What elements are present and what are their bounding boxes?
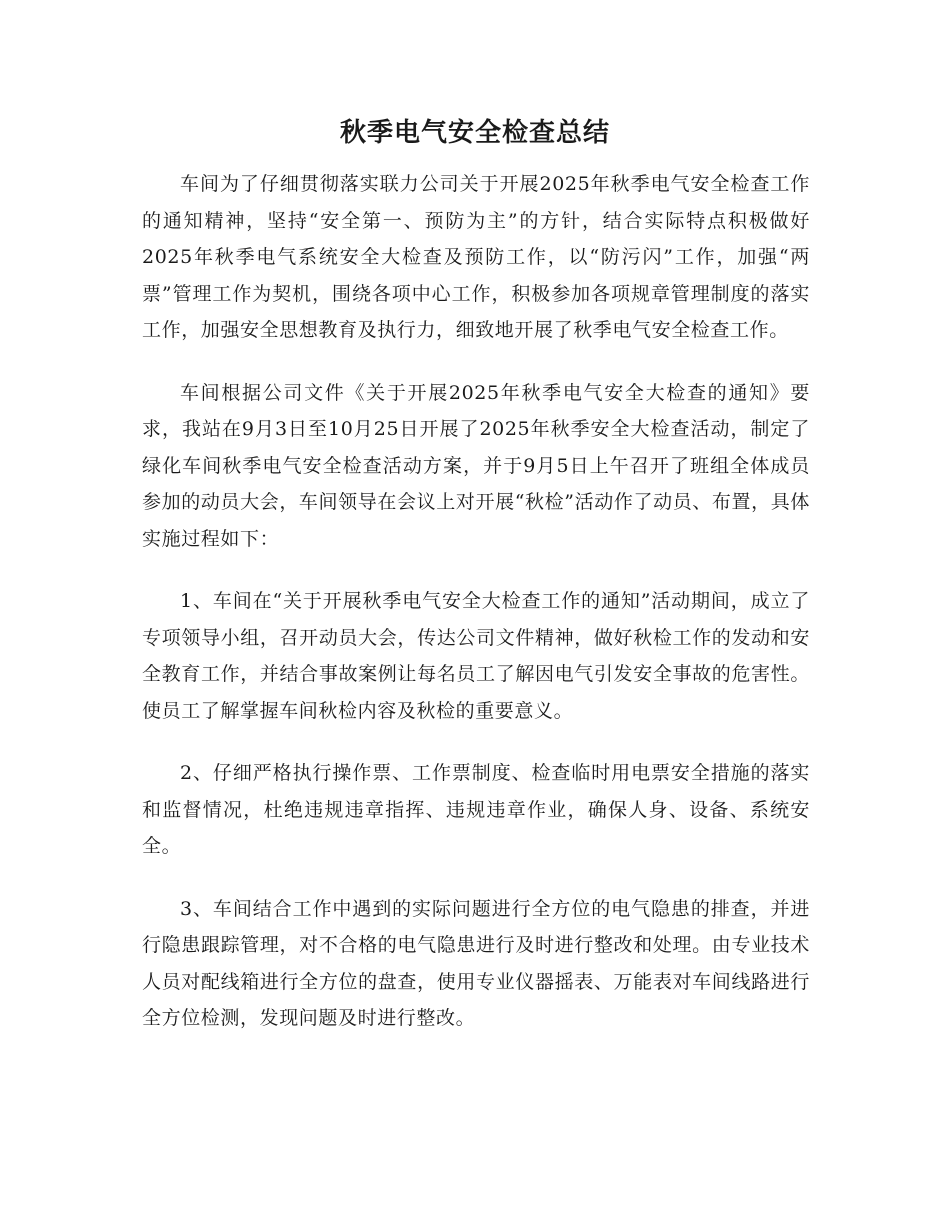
paragraph-item-2: 2、仔细严格执行操作票、工作票制度、检查临时用电票安全措施的落实和监督情况，杜绝违规违章指挥、违规违章作业，确保人身、设备、系统安全。 bbox=[142, 762, 810, 857]
paragraph-item-3: 3、车间结合工作中遇到的实际问题进行全方位的电气隐患的排查，并进行隐患跟踪管理，对不合格的电气隐患进行及时进行整改和处理。由专业技术人员对配线箱进行全方位的盘查，使用专业仪器摇表、万能表对车间线路进行全方位检测，发现问题及时进行整改。 bbox=[142, 897, 810, 1029]
paragraph-intro: 车间为了仔细贯彻落实联力公司关于开展2025年秋季电气安全检查工作的通知精神，坚持“安全第一、预防为主”的方针，结合实际特点积极做好2025年秋季电气系统安全大检查及预防工作，以“防污闪”工作，加强“两票”管理工作为契机，围绕各项中心工作，积极参加各项规章管理制度的落实工作，加强安全思想教育及执行力，细致地开展了秋季电气安全检查工作。 bbox=[142, 173, 810, 341]
document-body bbox=[142, 166, 810, 1063]
paragraph-item-1: 1、车间在“关于开展秋季电气安全大检查工作的通知”活动期间，成立了专项领导小组，召开动员大会，传达公司文件精神，做好秋检工作的发动和安全教育工作，并结合事故案例让每名员工了解因电气引发安全事故的危害性。使员工了解掌握车间秋检内容及秋检的重要意义。 bbox=[142, 590, 810, 722]
paragraph-activity: 车间根据公司文件《关于开展2025年秋季电气安全大检查的通知》要求，我站在9月3日至10月25日开展了2025年秋季安全大检查活动，制定了绿化车间秋季电气安全检查活动方案，并于9月5日上午召开了班组全体成员参加的动员大会，车间领导在会议上对开展“秋检”活动作了动员、布置，具体实施过程如下： bbox=[142, 381, 810, 550]
document-title: 秋季电气安全检查总结 bbox=[339, 118, 610, 148]
